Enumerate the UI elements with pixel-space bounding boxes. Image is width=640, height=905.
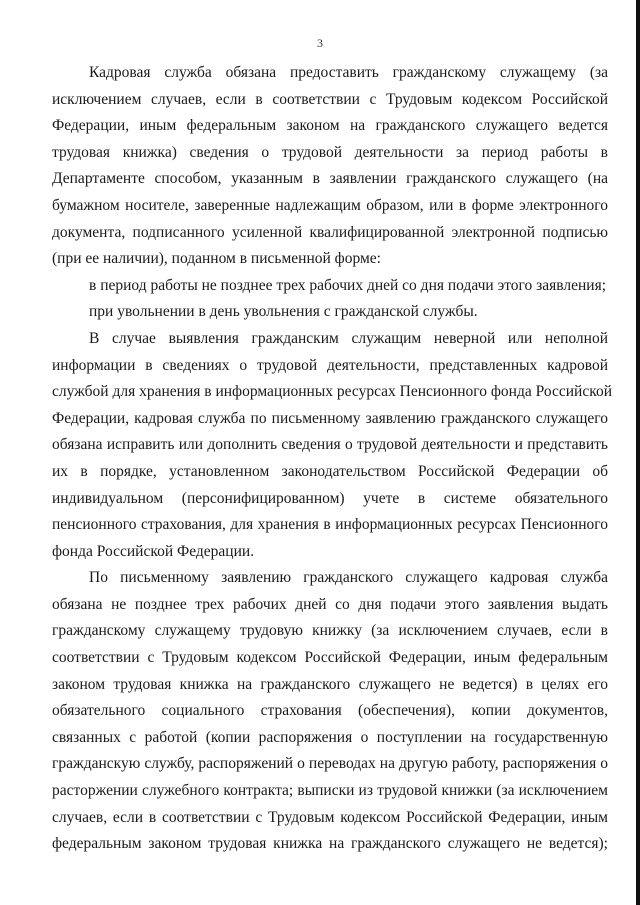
text-line: информации в сведениях о трудовой деятельности, представленных кадровой (52, 356, 608, 374)
paragraph-during-work (52, 273, 608, 300)
text-line: Федерации, кадровая служба по письменному заявлению гражданского служащего (52, 409, 608, 427)
paragraph-incorrect-info (52, 326, 612, 565)
document-body (52, 60, 612, 858)
text-line: при увольнении в день увольнения с гражданской службы. (89, 303, 478, 321)
scan-edge-border (636, 0, 640, 905)
text-line: исключением случаев, если в соответствии с Трудовым кодексом Российской (52, 90, 608, 108)
text-line: службой для хранения в информационных ресурсах Пенсионного фонда Российской (52, 383, 612, 401)
text-line: В случае выявления гражданским служащим неверной или неполной (89, 329, 608, 347)
text-line: По письменному заявлению гражданского служащего кадровая служба (89, 569, 608, 587)
text-line: Федерации, иным федеральным законом на гражданского служащего ведется (52, 117, 608, 135)
text-line: их в порядке, установленном законодательством Российской Федерации об (52, 462, 608, 480)
text-line: обязана исправить или дополнить сведения о трудовой деятельности и представить (52, 436, 608, 454)
text-line: обязана не позднее трех рабочих дней со дня подачи этого заявления выдать (52, 595, 608, 613)
text-line: обязательного социального страхования (обеспечения), копии документов, (52, 702, 608, 720)
paragraph-written-request (52, 565, 608, 858)
text-line: документа, подписанного усиленной квалифицированной электронной подписью (52, 223, 608, 241)
text-line: пенсионного страхования, для хранения в информационных ресурсах Пенсионного (52, 516, 608, 534)
text-line: Кадровая служба обязана предоставить гражданскому служащему (за (89, 64, 608, 81)
text-line: фонда Российской Федерации. (52, 542, 255, 560)
text-line: индивидуальном (персонифицированном) учете в системе обязательного (52, 489, 608, 507)
text-line: бумажном носителе, заверенные надлежащим образом, или в форме электронного (52, 196, 608, 214)
text-line: случаев, если в соответствии с Трудовым кодексом Российской Федерации, иным (52, 808, 608, 826)
text-line: в период работы не позднее трех рабочих дней со дня подачи этого заявления; (89, 276, 607, 294)
text-line: законом трудовая книжка на гражданского служащего не ведется) в целях его (52, 675, 608, 693)
text-line: (при ее наличии), поданном в письменной форме: (52, 250, 381, 268)
page-number: 3 (317, 36, 323, 50)
paragraph-obligation-info (52, 60, 608, 273)
text-line: трудовая книжка) сведения о трудовой деятельности за период работы в (52, 143, 608, 161)
text-line: гражданскую службу, распоряжений о переводах на другую работу, распоряжения о (52, 755, 608, 773)
text-line: гражданскому служащему трудовую книжку (за исключением случаев, если в (52, 622, 608, 640)
text-line: Департаменте способом, указанным в заявлении гражданского служащего (на (52, 170, 608, 188)
text-line: федеральным законом трудовая книжка на гражданского служащего не ведется); (52, 835, 608, 853)
paragraph-on-dismissal (52, 299, 608, 326)
text-line: соответствии с Трудовым кодексом Российской Федерации, иным федеральным (52, 649, 608, 667)
text-line: связанных с работой (копии распоряжения о поступлении на государственную (52, 728, 608, 746)
text-line: расторжении служебного контракта; выписки из трудовой книжки (за исключением (52, 782, 608, 800)
